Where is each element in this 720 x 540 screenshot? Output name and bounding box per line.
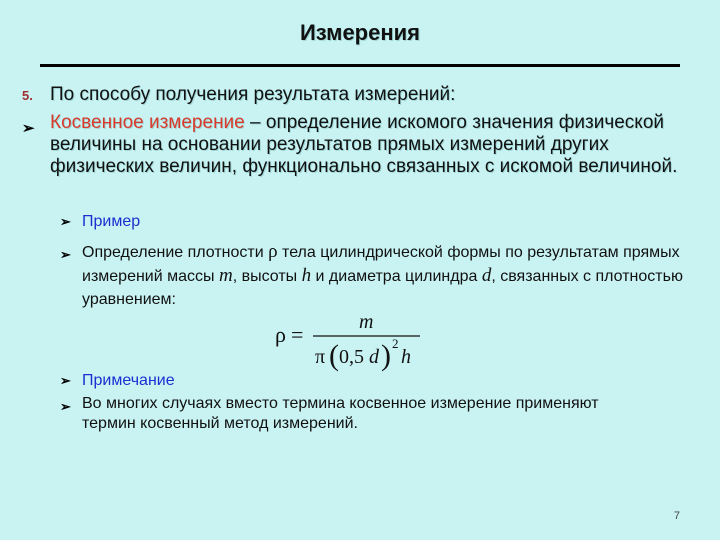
arrow-bullet-icon: ➢ <box>60 247 71 262</box>
formula-d: d <box>369 346 379 368</box>
formula-h: h <box>401 346 411 368</box>
example-text-part: и диаметра цилиндра <box>311 268 482 285</box>
symbol-rho: ρ <box>268 241 278 262</box>
term-indirect-measurement: Косвенное измерение <box>50 112 245 133</box>
formula-eq: = <box>291 322 304 347</box>
note-text: Во многих случаях вместо термина косвенное измерение применяют термин косвенный метод измерений. <box>82 395 599 432</box>
definition-paragraph <box>50 112 700 178</box>
example-text-part: Определение плотности <box>82 244 269 261</box>
main-heading: По способу получения результата измерений: <box>50 84 456 105</box>
title-rule <box>40 64 680 67</box>
example-text-part: тела цилиндрической формы по результатам прямых измерений массы <box>82 244 680 285</box>
slide-title: Измерения <box>299 20 421 45</box>
formula-numerator: m <box>359 311 374 333</box>
number-marker: 5. <box>22 88 33 103</box>
density-formula <box>275 312 435 372</box>
formula-coef: 0,5 <box>339 346 364 368</box>
example-label: Пример <box>82 213 141 230</box>
example-text-part: , связанных с плотностью уравнением: <box>82 268 683 308</box>
page-number: 7 <box>673 510 680 522</box>
paren-right: ) <box>381 339 391 372</box>
note-label: Примечание <box>82 372 175 389</box>
example-text <box>82 240 692 311</box>
symbol-d: d <box>481 265 492 286</box>
symbol-m: m <box>218 265 233 286</box>
example-text-part: , высоты <box>232 268 302 285</box>
arrow-bullet-icon: ➢ <box>60 399 71 414</box>
definition-text: – определение искомого значения физической величины на основании результатов прямых измерений других физических величин, функционально связанных с искомой величиной. <box>50 112 678 177</box>
paren-left: ( <box>329 339 339 372</box>
formula-pi: π <box>315 346 326 368</box>
arrow-bullet-icon: ➢ <box>22 120 35 137</box>
formula-exp: 2 <box>392 336 399 351</box>
formula-lhs: ρ <box>275 322 286 347</box>
symbol-h: h <box>301 265 312 286</box>
arrow-bullet-icon: ➢ <box>60 373 71 388</box>
arrow-bullet-icon: ➢ <box>60 214 71 229</box>
